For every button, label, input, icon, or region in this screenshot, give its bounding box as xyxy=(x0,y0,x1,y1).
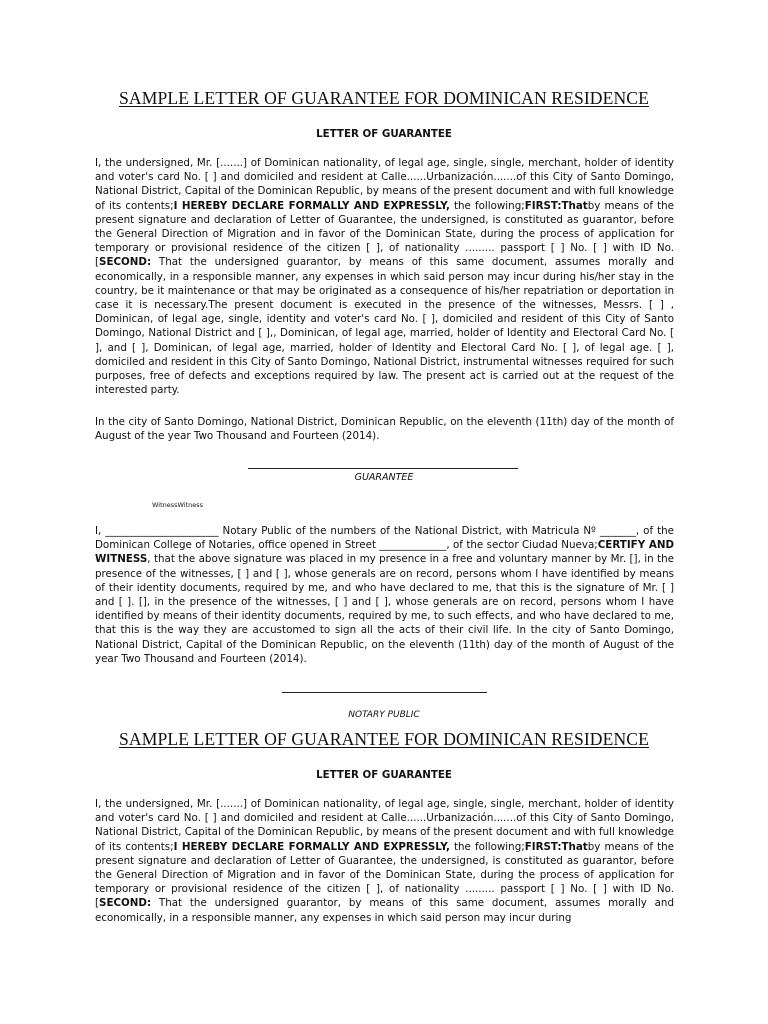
first-emphasis: FIRST:That xyxy=(524,840,588,853)
text-run: by means of the present signature and declaration of Letter of Guarantee, the undersigned, is constituted as guarantor, before the General Direction of Migration and in favor of the Dominican State, during the process of application for temporary or provisional residence of the citizen [ ], of nationality ......... passport [ ] No. [ ] with ID No. [ xyxy=(95,199,674,269)
document-title: SAMPLE LETTER OF GUARANTEE FOR DOMINICAN RESIDENCE xyxy=(119,88,649,108)
guarantee-signature-line xyxy=(248,468,518,469)
first-emphasis: FIRST:That xyxy=(524,199,588,212)
notary-paragraph xyxy=(95,524,674,666)
declare-emphasis: I HEREBY DECLARE FORMALLY AND EXPRESSLY, xyxy=(173,840,450,853)
second-emphasis: SECOND: xyxy=(99,897,152,910)
letter-subtitle-repeat: LETTER OF GUARANTEE xyxy=(316,769,452,781)
date-paragraph: In the city of Santo Domingo, National District, Dominican Republic, on the eleventh (11th) day of the month of August of the year Two Thousand and Fourteen (2014). xyxy=(95,416,674,443)
text-run: by means of the present signature and declaration of Letter of Guarantee, the undersigned, is constituted as guarantor, before the General Direction of Migration and in favor of the Dominican State, during the process of application for temporary or provisional residence of the citizen [ ], of nationality ......... passport [ ] No. [ ] with ID No. [ xyxy=(95,840,674,910)
notary-signature-line xyxy=(282,692,487,693)
text-run: the following; xyxy=(449,199,525,212)
witness-label: WitnessWitness xyxy=(152,501,204,509)
text-run: I, the undersigned, Mr. [.......] of Dominican nationality, of legal age, single, single, merchant, holder of identity and voter's card No. [ ] and domiciled and resident at Calle......Urbanización.......of this City of Santo Domingo, National District, Capital of the Dominican Republic, by means of the present document and with full knowledge of its contents; xyxy=(95,157,674,212)
second-emphasis: SECOND: xyxy=(99,256,152,269)
guarantee-label: GUARANTEE xyxy=(354,472,414,483)
text-run: That the undersigned guarantor, by means of this same document, assumes morally and economically, in a responsible manner, any expenses in which said person may incur during xyxy=(95,897,674,924)
text-run: , that the above signature was placed in my presence in a free and voluntary manner by Mr. [], in the presence of the witnesses, [ ] and [ ], whose generals are on record, persons whom I have identified by means of their identity documents, required by me, and who have declared to me, that this is the signature of Mr. [ ] and [ ]. [], in the presence of the witnesses, [ ] and [ ], whose generals are on record, persons whom I have identified by means of their identity documents, required by me, to such effects, and who have declared to me, that this is the way they are accustomed to sign all the acts of their civil life. In the city of Santo Domingo, National District, Capital of the Dominican Republic, on the eleventh (11th) day of the month of August of the year Two Thousand and Fourteen (2014). xyxy=(95,553,674,665)
text-run: That the undersigned guarantor, by means of this same document, assumes morally and economically, in a responsible manner, any expenses in which said person may incur during his/her stay in the country, be it maintenance or that may be originated as a consequence of his/her repatriation or deportation in case it is necessary.The present document is executed in the presence of the witnesses, Messrs. [ ] , Dominican, of legal age, single, identity and voter's card No. [ ], domiciled and resident of this City of Santo Domingo, National District and [ ],, Dominican, of legal age, married, holder of Identity and Electoral Card No. [ ], and [ ], Dominican, of legal age, married, holder of Identity and Electoral Card No. [ ], of legal age. [ ], domiciled and resident in this City of Santo Domingo, National District, instrumental witnesses required for such purposes, free of defects and exceptions required by law. The present act is carried out at the request of the interested party. xyxy=(95,256,674,397)
text-run: I, ______________________ Notary Public of the numbers of the National District, with Matricula Nº _______, of the Dominican College of Notaries, office opened in Street _____________, of the sector Ciudad Nueva; xyxy=(95,525,674,552)
declaration-paragraph xyxy=(95,156,674,397)
notary-label: NOTARY PUBLIC xyxy=(348,710,420,720)
text-run: I, the undersigned, Mr. [.......] of Dominican nationality, of legal age, single, single, merchant, holder of identity and voter's card No. [ ] and domiciled and resident at Calle......Urbanización.......of this City of Santo Domingo, National District, Capital of the Dominican Republic, by means of the present document and with full knowledge of its contents; xyxy=(95,798,674,853)
declaration-paragraph-repeat xyxy=(95,797,674,925)
declare-emphasis: I HEREBY DECLARE FORMALLY AND EXPRESSLY, xyxy=(173,199,450,212)
text-run: the following; xyxy=(449,840,525,853)
certify-emphasis: CERTIFY AND WITNESS xyxy=(95,539,674,566)
letter-subtitle: LETTER OF GUARANTEE xyxy=(316,128,452,140)
document-title-repeat: SAMPLE LETTER OF GUARANTEE FOR DOMINICAN RESIDENCE xyxy=(119,729,649,749)
